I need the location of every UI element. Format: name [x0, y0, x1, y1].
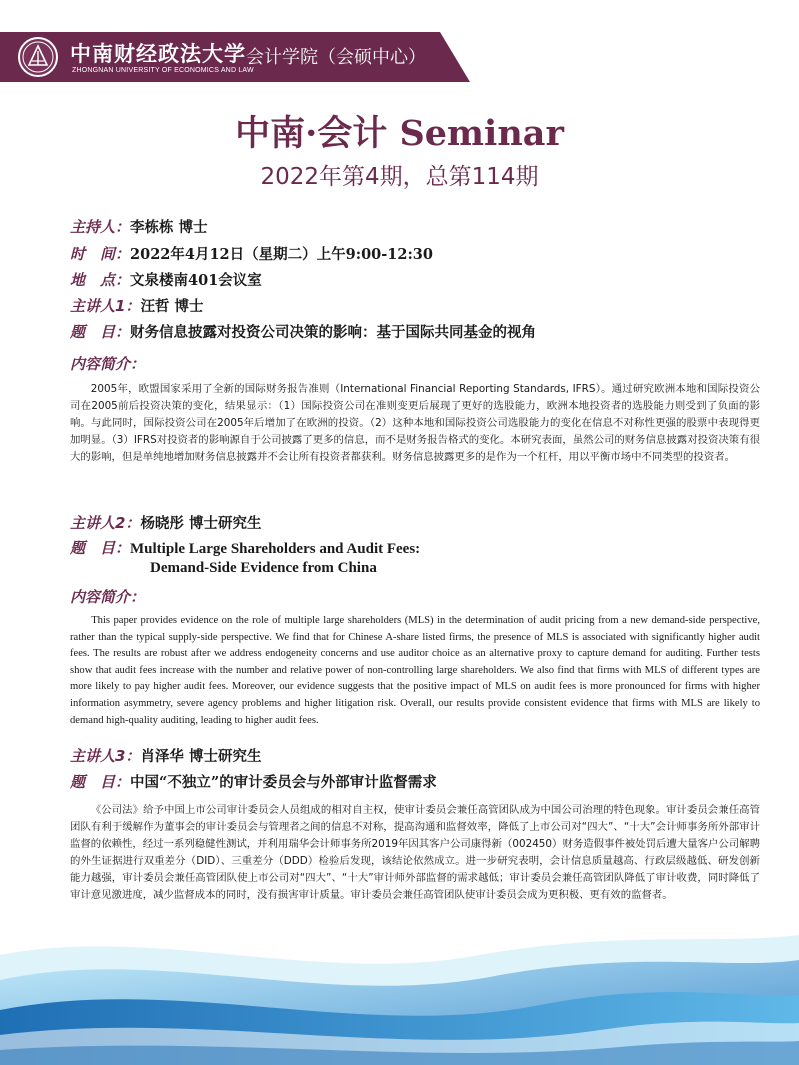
speaker3-row [70, 745, 262, 769]
host-label: 主持人： [70, 218, 131, 236]
place-value: 文泉楼南401会议室 [130, 272, 262, 289]
topic2-label: 题 目： [70, 539, 131, 557]
topic3-label: 题 目： [70, 773, 131, 791]
topic1-row [70, 321, 536, 345]
topic3-row [70, 771, 437, 795]
speaker3-label: 主讲人3： [70, 747, 141, 765]
speaker3-value: 肖泽华 博士研究生 [140, 748, 262, 765]
abstract3-text: 《公司法》给予中国上市公司审计委员会人员组成的相对自主权，使审计委员会兼任高管团队成为中国公司治理的特色现象。审计委员会兼任高管团队有利于缓解作为董事会的审计委员会与管理者之间的信息不对称，提高沟通和监督效率，降低了上市公司对“四大”、“十大”会计师事务所外部审计监督的依赖性，经过一系列稳健性测试，并利用瑞华会计师事务所2019年因其客户公司康得新（002450）财务造假事件被处罚后遭大量客户公司解聘的外生证据进行双重差分（DID）、三重差分（DDD）检验后发现，该结论依然成立。进一步研究表明，会计信息质量越高、行政层级越低、研发创新能力越强，审计委员会兼任高管团队使上市公司对“四大”、“十大”审计师外部监督的需求越低；审计委员会兼任高管团队降低了审计收费，同时降低了审计意见激进度，减少监督成本的同时，没有损害审计质量。审计委员会兼任高管团队使审计委员会成为更积极、更有效的监督者。 [70, 804, 760, 901]
abstract2-heading: 内容简介： [70, 588, 146, 606]
speaker2-row [70, 512, 262, 536]
topic2-line1: Multiple Large Shareholders and Audit Fees: [130, 541, 421, 557]
speaker1-value: 汪哲 博士 [140, 298, 204, 315]
time-value: 2022年4月12日（星期二）上午9:00-12:30 [130, 246, 433, 263]
abstract1-text: 2005年，欧盟国家采用了全新的国际财务报告准则（International Financial Reporting Standards, IFRS）。通过研究欧洲本地和国际投资公司在2005前后投资决策的变化，结果显示：（1）国际投资公司在准则变更后展现了更好的选股能力，欧洲本地投资者的选股能力则受到了负面的影响。与此同时，国际投资公司在2005年后增加了在欧洲的投资。（2）这种本地和国际投资公司选股能力的变化在信息不对称性更强的股票中表现得更加明显。（3）IFRS对投资者的影响源自于公司披露了更多的信息，而不是财务报告格式的变化。本研究表面，虽然公司的财务信息披露对投资决策有很大的影响，但是单纯地增加财务信息披露并不会让所有投资者都获利。财务信息披露更多的是作为一个杠杆，用以平衡市场中不同类型的投资者。 [70, 383, 760, 463]
issue-subtitle: 2022年第4期，总第114期 [260, 164, 539, 190]
page-title: 中南·会计 Seminar [235, 113, 564, 154]
host-row [70, 216, 208, 240]
abstract1-heading: 内容简介： [70, 355, 146, 373]
university-name-cn: 中南财经政法大学 [70, 41, 246, 66]
university-logo-icon [18, 37, 58, 77]
topic2-line2: Demand-Side Evidence from China [150, 560, 377, 576]
topic2-row-2 [150, 560, 377, 584]
place-row [70, 269, 262, 293]
speaker2-label: 主讲人2： [70, 514, 141, 532]
university-name-en: ZHONGNAN UNIVERSITY OF ECONOMICS AND LAW [72, 67, 254, 74]
time-label: 时 间： [70, 245, 131, 263]
topic1-label: 题 目： [70, 323, 131, 341]
time-row [70, 243, 433, 267]
speaker1-row [70, 295, 204, 319]
speaker1-label: 主讲人1： [70, 297, 141, 315]
host-value: 李栋栋 博士 [130, 219, 208, 236]
topic1-value: 财务信息披露对投资公司决策的影响：基于国际共同基金的视角 [130, 324, 537, 341]
speaker2-value: 杨晓彤 博士研究生 [140, 515, 262, 532]
college-name: 会计学院（会硕中心） [246, 47, 426, 68]
topic2-row [70, 537, 420, 561]
place-label: 地 点： [70, 271, 131, 289]
decorative-wave-graphic [0, 915, 799, 1065]
abstract2-text: This paper provides evidence on the role of multiple large shareholders (MLS) in the determination of audit pricing from a new demand-side perspective, rather than the typical supply-side perspective. We find that for Chinese A-share listed firms, the presence of MLS is associated with significantly higher audit fees. The results are robust after we address endogeneity concerns and use auditor choice as an alternative proxy to capture demand for auditing. Further tests show that audit fees increase with the number and relative power of non-controlling large shareholders. We also find that firms with MLS of different types are more likely to pay higher audit fees. Moreover, our evidence suggests that the positive impact of MLS on audit fees is more pronounced for firms with higher information asymmetry, severe agency problems and higher litigation risk. Overall, our results provide consistent evidence that firms with MLS are likely to demand high-quality auditing, leading to higher audit fees. [70, 615, 760, 726]
topic3-value: 中国“不独立”的审计委员会与外部审计监督需求 [130, 774, 437, 791]
